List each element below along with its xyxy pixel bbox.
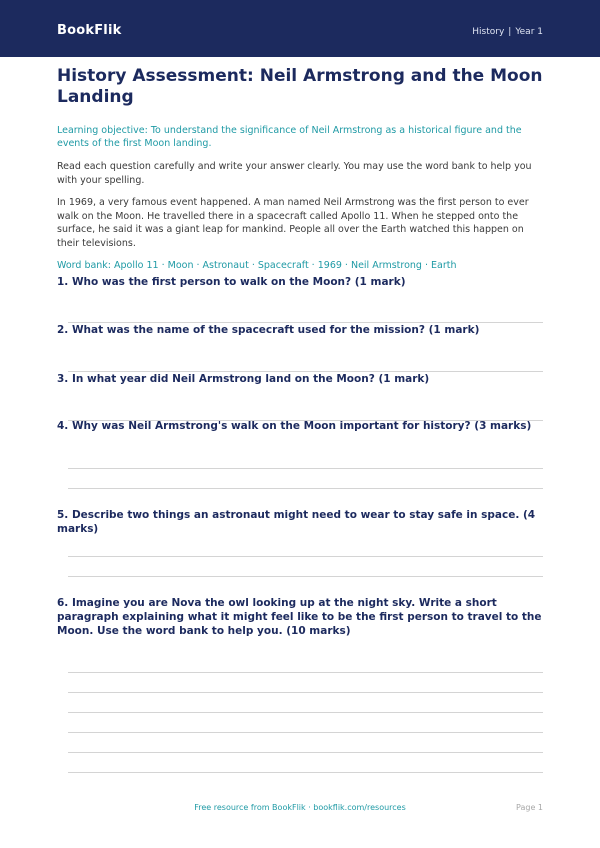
- breadcrumb-separator: |: [508, 27, 512, 37]
- top-bar: [0, 0, 600, 57]
- question-3: [57, 372, 543, 386]
- question-text: 4. Why was Neil Armstrong's walk on the Moon important for history? (3 marks): [57, 420, 532, 432]
- answer-line[interactable]: [68, 752, 543, 753]
- page-number: Page 1: [516, 803, 543, 812]
- question-2: [57, 323, 543, 337]
- footer-link[interactable]: Free resource from BookFlik · bookflik.com/resources: [194, 803, 406, 812]
- answer-line[interactable]: [68, 576, 543, 577]
- brand-logo: BookFlik: [57, 23, 122, 38]
- answer-line[interactable]: [68, 488, 543, 489]
- page-title: History Assessment: Neil Armstrong and the Moon Landing: [57, 66, 543, 107]
- question-text: 3. In what year did Neil Armstrong land on the Moon? (1 mark): [57, 373, 430, 385]
- answer-line[interactable]: [68, 732, 543, 733]
- question-text: 1. Who was the first person to walk on the Moon? (1 mark): [57, 276, 406, 288]
- question-1: [57, 275, 543, 289]
- question-text: 2. What was the name of the spacecraft used for the mission? (1 mark): [57, 324, 480, 336]
- breadcrumb-year: Year 1: [515, 27, 543, 37]
- learning-objective: Learning objective: To understand the significance of Neil Armstrong as a historical figure and the events of the first Moon landing.: [57, 125, 522, 149]
- worksheet-content: [57, 66, 543, 272]
- breadcrumb: [472, 27, 543, 37]
- answer-line[interactable]: [68, 672, 543, 673]
- answer-line[interactable]: [68, 712, 543, 713]
- answer-line[interactable]: [68, 468, 543, 469]
- reading-passage: In 1969, a very famous event happened. A man named Neil Armstrong was the first person to ever walk on the Moon. He travelled there in a spacecraft called Apollo 11. When he stepped onto the surface, he said it was a giant leap for mankind. People all over the Earth watched this happen on their televisions.: [57, 197, 529, 249]
- answer-line[interactable]: [68, 556, 543, 557]
- instructions: Read each question carefully and write your answer clearly. You may use the word bank to help you with your spelling.: [57, 161, 532, 186]
- question-4: [57, 419, 543, 433]
- breadcrumb-subject: History: [472, 27, 505, 37]
- word-bank: Word bank: Apollo 11 · Moon · Astronaut · Spacecraft · 1969 · Neil Armstrong · Earth: [57, 260, 457, 271]
- answer-line[interactable]: [68, 692, 543, 693]
- question-text: 5. Describe two things an astronaut might need to wear to stay safe in space. (4 marks): [57, 509, 536, 535]
- answer-line[interactable]: [68, 772, 543, 773]
- question-6: [57, 596, 543, 638]
- question-text: 6. Imagine you are Nova the owl looking up at the night sky. Write a short paragraph explaining what it might feel like to be the first person to travel to the Moon. Use the word bank to help you. (10 marks): [57, 597, 542, 637]
- question-5: [57, 508, 543, 536]
